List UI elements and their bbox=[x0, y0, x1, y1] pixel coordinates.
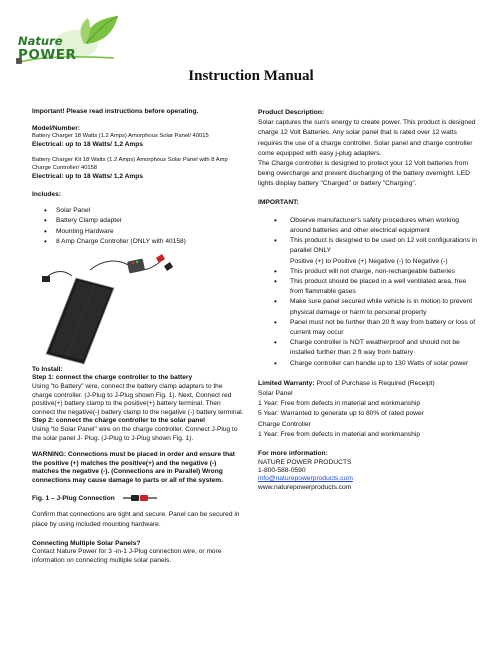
list-item: • 8 Amp Charge Controller (ONLY with 40158) bbox=[32, 237, 244, 248]
step2-text: Using "to Solar Panel" wire on the charge controller. Connect J-Plug to the solar panel J- Plug. (J-Plug to J-Plug shown Fig. 1). bbox=[32, 425, 238, 442]
description-text: Solar captures the sun's energy to create power. This product is designed charge 12 Volt Batteries. Any solar panel that is rated over 12 watts requires the use of a charge controller. Solar panel and charge controller come equipped with easy j-plug adapters. bbox=[258, 119, 476, 157]
list-item: • Solar Panel bbox=[32, 206, 244, 217]
charge-controller-label: Charge Controller bbox=[258, 420, 311, 428]
multi-panel-text: Contact Nature Power for 3 -in-1 J-Plug connection wire, or more information on connecting multiple solar panels. bbox=[32, 548, 222, 564]
fig-label-text: Fig. 1 – J-Plug Connection bbox=[32, 495, 115, 503]
email-link[interactable]: info@naturepowerproducts.com bbox=[258, 475, 353, 483]
warranty-text: Proof of Purchase is Required (Receipt) bbox=[314, 379, 435, 387]
important-list bbox=[258, 216, 478, 369]
description-text-2: The Charge controller is designed to protect your 12 Volt batteries from being overcharge and prevent discharging of the battery overnight. LED lights display battery "Charged" or battery "Charging". bbox=[258, 160, 470, 188]
includes-list bbox=[32, 206, 244, 248]
list-item-text: This product is designed to be used on 12 volt configurations in parallel ONLY bbox=[290, 237, 477, 255]
model1-electrical: Electrical: up to 18 Watts/ 1.2 Amps bbox=[32, 140, 143, 148]
right-column bbox=[258, 108, 478, 492]
list-item: • Panel must not be further than 20 ft way from battery or loss of current may occur bbox=[258, 318, 478, 338]
warranty-line bbox=[258, 379, 478, 389]
list-item: • This product should be placed in a well ventilated area, free from flammable gases bbox=[258, 277, 478, 297]
list-item: • Charge controller can handle up to 130 Watts of solar power bbox=[258, 359, 478, 369]
list-item: • Battery Clamp adapter bbox=[32, 216, 244, 227]
install-heading: To Install: bbox=[32, 365, 63, 373]
step1-heading: Step 1: connect the charge controller to the battery bbox=[32, 374, 193, 382]
description-heading: Product Description: bbox=[258, 109, 325, 116]
solar-panel-1yr: 1 Year: Free from defects in material and workmanship bbox=[258, 400, 421, 408]
brand-nature: Nature bbox=[18, 34, 63, 48]
more-info-heading: For more information: bbox=[258, 450, 328, 458]
step1-text: Using "to Battery" wire, connect the battery clamp adapters to the charge controller. (J-Plug to J-Plug shown Fig. 1). Next, Connect red positive(+) battery clamp to the positive(+) battery terminal. Then connect the negative(-) battery clamp to the negative (-) battery terminal. bbox=[32, 382, 244, 416]
nature-power-logo bbox=[14, 10, 124, 72]
step2-heading: Step 2: connect the charge controller to the solar panel bbox=[32, 417, 205, 425]
solar-panel-5yr: 5 Year: Warranted to generate up to 80% of rated power bbox=[258, 410, 424, 418]
model1-description: Battery Charger 18 Watts (1.2 Amps) Amorphous Solar Panel/ 40015 bbox=[32, 133, 209, 140]
warning-text: WARNING: Connections must be placed in order and ensure that the positive (+) matches the positive(+) and the negative (-) matches the negative (-). (Connections are in Parallel) Wrong connections may cause damage to parts or all of the system. bbox=[32, 451, 235, 484]
jplug-connector-icon bbox=[123, 493, 157, 503]
list-item: • Observe manufacturer's safety procedures when working around batteries and other electrical equipment bbox=[258, 216, 478, 236]
phone-number: 1-800-588-0590 bbox=[258, 466, 306, 474]
model2-electrical: Electrical: up to 18 Watts/ 1.2 Amps bbox=[32, 172, 143, 180]
solar-panel-icon bbox=[32, 248, 232, 366]
list-item: • Charge controller is NOT weatherproof and should not be installed further than 2 ft way from battery bbox=[258, 338, 478, 358]
page-title: Instruction Manual bbox=[188, 68, 314, 84]
solar-panel-label: Solar Panel bbox=[258, 390, 293, 398]
model2-description: Battery Charger Kit 18 Watts (1.2 Amps) Amorphous Solar Panel with 8 Amp Charge Controller/ 40158 bbox=[32, 157, 228, 171]
includes-heading: Includes: bbox=[32, 191, 61, 199]
confirm-text: Confirm that connections are tight and secure. Panel can be secured in place by using included mounting hardware. bbox=[32, 510, 240, 528]
parallel-note: Positive (+) to Positive (+) Negative (-) to Negative (-) bbox=[290, 257, 448, 265]
company-name: NATURE POWER PRODUCTS bbox=[258, 458, 352, 466]
multi-panel-heading: Connecting Multiple Solar Panels? bbox=[32, 539, 141, 547]
solar-panel-image bbox=[32, 248, 244, 366]
list-item: • Mounting Hardware bbox=[32, 227, 244, 238]
list-item bbox=[258, 236, 478, 267]
left-column bbox=[32, 108, 244, 566]
list-item: • Make sure panel secured while vehicle is in motion to prevent physical damage or harm to personal property bbox=[258, 297, 478, 317]
list-item: • This product will not charge, non-rechargeable batteries bbox=[258, 267, 478, 277]
important-notice: Important! Please read instructions before operating. bbox=[32, 108, 199, 115]
website-link[interactable]: www.naturepowerproducts.com bbox=[258, 483, 352, 491]
warranty-label: Limited Warranty: bbox=[258, 379, 315, 387]
model-heading: Model/Number: bbox=[32, 124, 80, 132]
fig-label bbox=[32, 493, 244, 503]
brand-power: POWER bbox=[18, 47, 77, 63]
important-heading: IMPORTANT: bbox=[258, 198, 299, 206]
charge-controller-1yr: 1 Year: Free from defects in material and workmanship bbox=[258, 430, 421, 438]
